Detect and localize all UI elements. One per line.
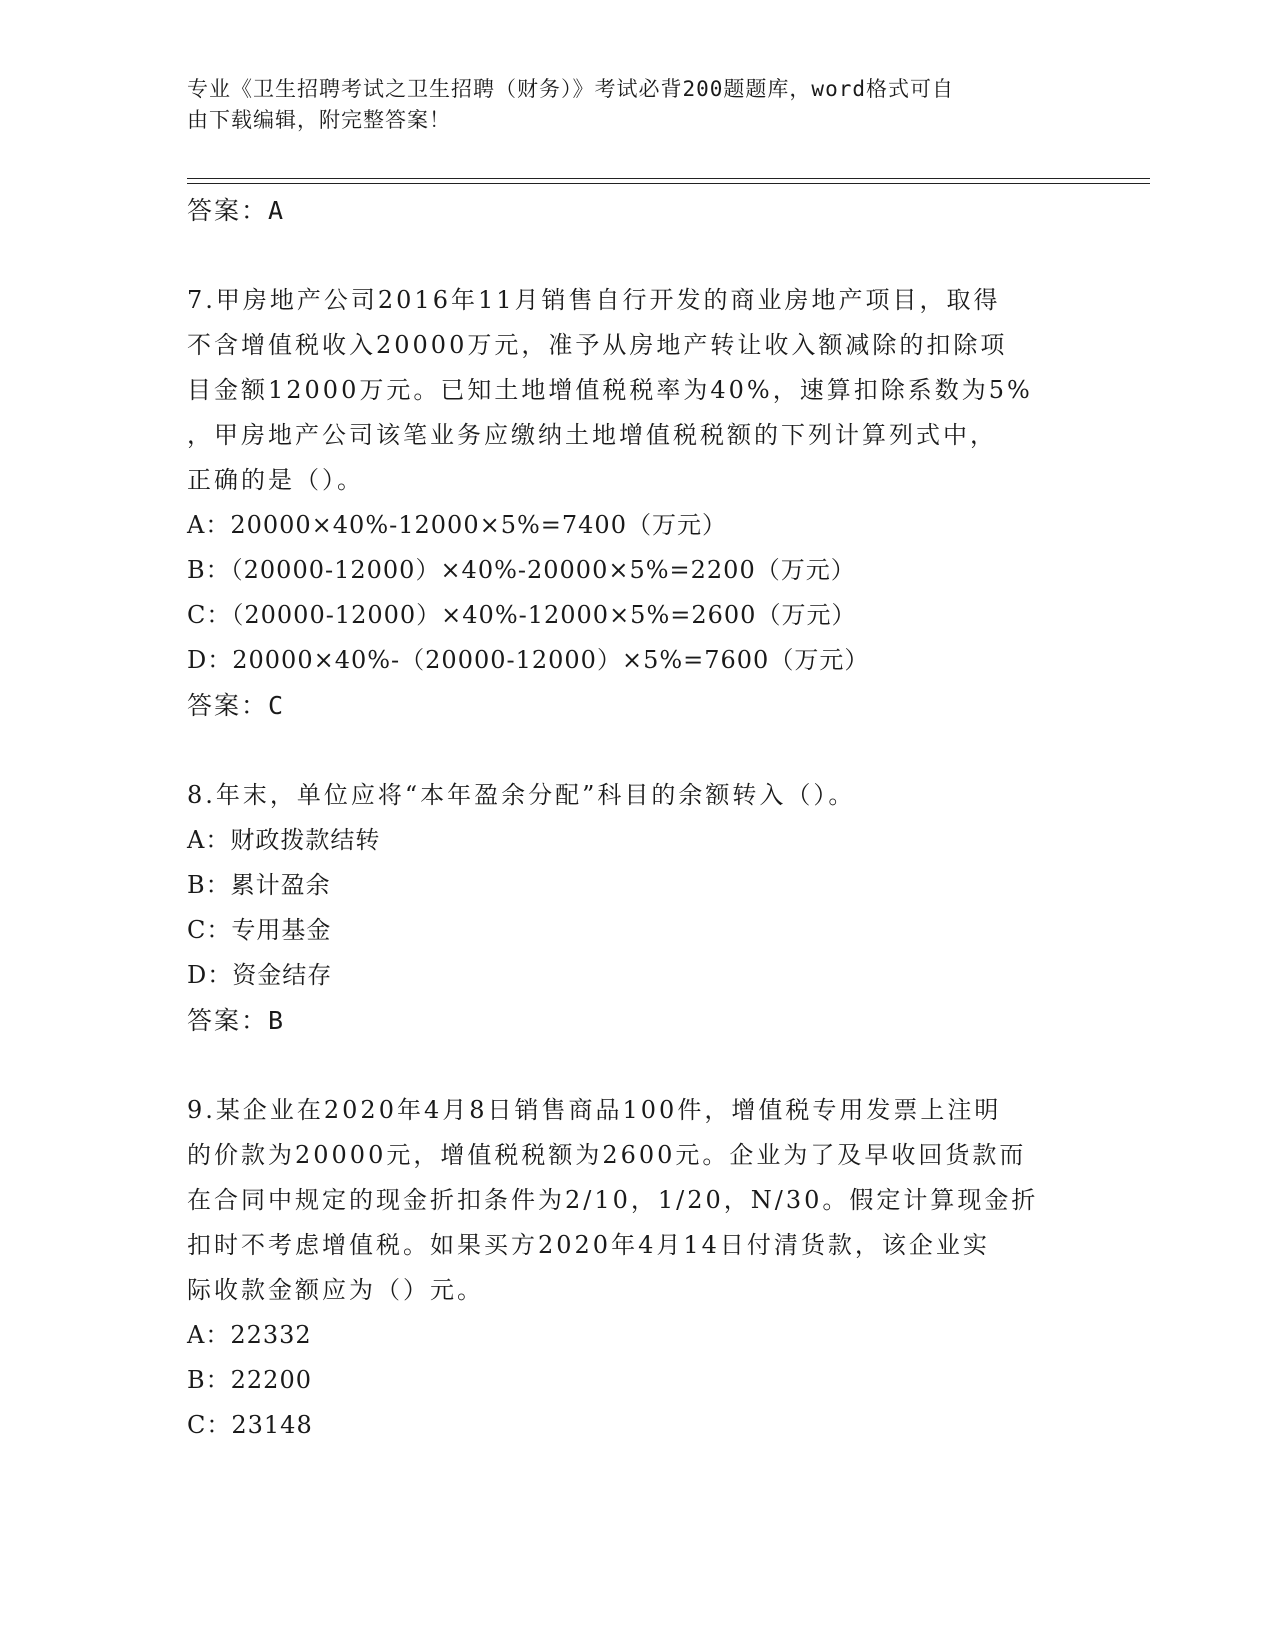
- question-9-line-5: 际收款金额应为（）元。: [187, 1276, 484, 1304]
- question-7: [187, 278, 1077, 728]
- question-7-option-d: D：20000×40%-（20000-12000）×5%=7600（万元）: [187, 646, 870, 674]
- question-7-line-4: ，甲房地产公司该笔业务应缴纳土地增值税税额的下列计算列式中，: [187, 421, 997, 449]
- document-body: [187, 188, 1077, 1448]
- question-7-line-1: 7.甲房地产公司2016年11月销售自行开发的商业房地产项目，取得: [187, 286, 1001, 314]
- question-9: [187, 1088, 1077, 1448]
- header-line-1: 专业《卫生招聘考试之卫生招聘（财务）》考试必背200题题库，word格式可自: [187, 77, 954, 101]
- question-8-answer: 答案：B: [187, 1006, 286, 1035]
- spacer: [187, 1043, 1077, 1088]
- question-7-option-a: A：20000×40%-12000×5%=7400（万元）: [187, 511, 727, 539]
- header-line-2: 由下载编辑，附完整答案！: [187, 108, 451, 132]
- question-8-line-1: 8.年末，单位应将“本年盈余分配”科目的余额转入（）。: [187, 781, 856, 809]
- question-7-answer: 答案：C: [187, 691, 286, 720]
- question-7-line-2: 不含增值税收入20000万元，准予从房地产转让收入额减除的扣除项: [187, 331, 1008, 359]
- question-9-line-2: 的价款为20000元，增值税税额为2600元。企业为了及早收回货款而: [187, 1141, 1027, 1169]
- question-8-option-a: A：财政拨款结转: [187, 826, 381, 854]
- question-8-option-c: C：专用基金: [187, 916, 332, 944]
- question-9-option-a: A：22332: [187, 1321, 312, 1349]
- question-9-line-3: 在合同中规定的现金折扣条件为2/10，1/20，N/30。假定计算现金折: [187, 1186, 1039, 1214]
- question-8-option-d: D：资金结存: [187, 961, 333, 989]
- spacer: [187, 233, 1077, 278]
- document-header: [187, 74, 1067, 136]
- spacer: [187, 728, 1077, 773]
- question-7-option-c: C：（20000-12000）×40%-12000×5%=2600（万元）: [187, 601, 857, 629]
- question-8-option-b: B：累计盈余: [187, 871, 331, 899]
- question-7-option-b: B：（20000-12000）×40%-20000×5%=2200（万元）: [187, 556, 856, 584]
- previous-answer: 答案：A: [187, 196, 286, 225]
- question-8: [187, 773, 1077, 1043]
- header-rule-top: [187, 178, 1150, 179]
- question-9-line-1: 9.某企业在2020年4月8日销售商品100件，增值税专用发票上注明: [187, 1096, 1002, 1124]
- header-rule-bottom: [187, 183, 1150, 184]
- question-7-line-3: 目金额12000万元。已知土地增值税税率为40%，速算扣除系数为5%: [187, 376, 1033, 404]
- question-9-option-c: C：23148: [187, 1411, 313, 1439]
- question-7-line-5: 正确的是（）。: [187, 466, 364, 494]
- question-9-option-b: B：22200: [187, 1366, 312, 1394]
- question-9-line-4: 扣时不考虑增值税。如果买方2020年4月14日付清货款，该企业实: [187, 1231, 990, 1259]
